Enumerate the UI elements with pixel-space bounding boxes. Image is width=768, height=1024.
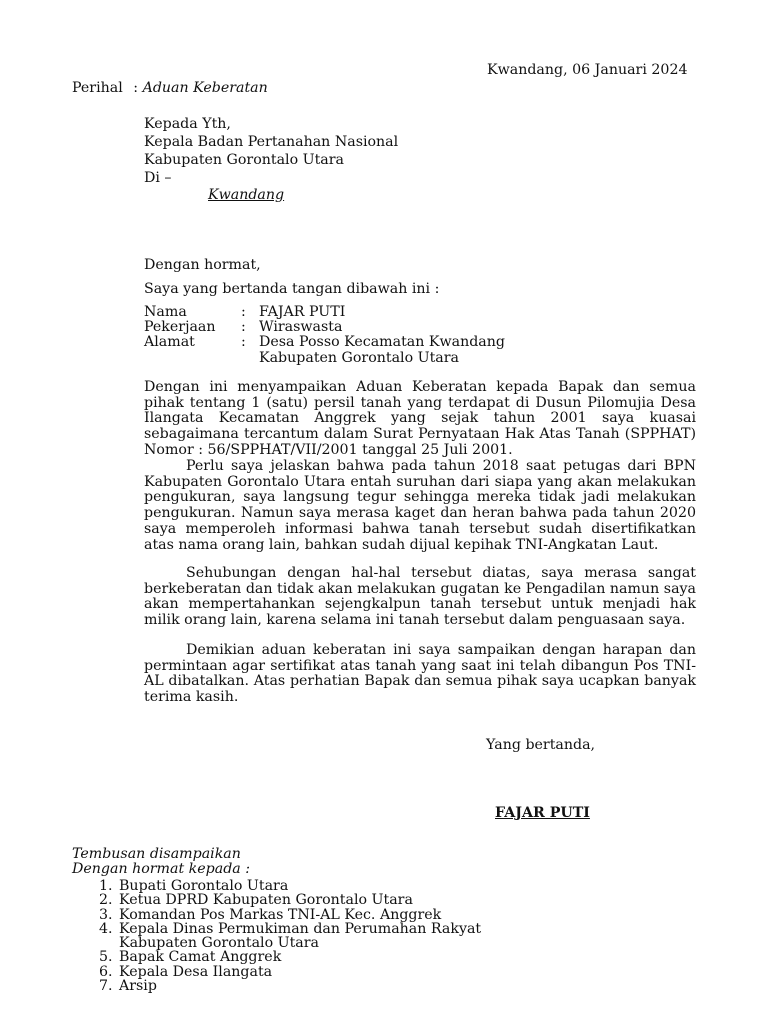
identity-key: Pekerjaan	[144, 319, 216, 335]
body-paragraph-3: Sehubungan dengan hal-hal tersebut diatas, saya merasa sangat berkeberatan dan tidak akan melakukan gugatan ke Pengadilan namun saya akan mempertahankan sejengkalpun tanah tersebut untuk menjadi hak milik orang lain, karena selama ini tanah tersebut dalam penguasaan saya.	[144, 565, 696, 629]
identity-separator: :	[241, 319, 246, 335]
identity-value: Kabupaten Gorontalo Utara	[259, 350, 460, 366]
cc-section	[72, 847, 519, 993]
cc-list-item: 1. Bupati Gorontalo Utara	[117, 879, 519, 893]
greeting: Dengan hormat,	[144, 257, 261, 273]
cc-list-item: 3. Komandan Pos Markas TNI-AL Kec. Anggrek	[117, 908, 519, 922]
subject-separator: :	[133, 80, 139, 96]
cc-list	[72, 879, 519, 993]
place-date: Kwandang, 06 Januari 2024	[487, 62, 688, 78]
cc-list-item: 5. Bapak Camat Anggrek	[117, 950, 519, 964]
intro-line: Saya yang bertanda tangan dibawah ini :	[144, 281, 440, 297]
recipient-city: Kwandang	[208, 187, 285, 203]
subject-value: Aduan Keberatan	[142, 80, 268, 96]
identity-separator: :	[241, 304, 246, 320]
identity-key: Nama	[144, 304, 187, 320]
cc-title: Tembusan disampaikan	[72, 846, 241, 862]
cc-subtitle: Dengan hormat kepada :	[72, 861, 251, 877]
identity-key: Alamat	[144, 334, 195, 350]
body-paragraph-4: Demikian aduan keberatan ini saya sampaikan dengan harapan dan permintaan agar sertifikat atas tanah yang saat ini telah dibangun Pos TNI-AL dibatalkan. Atas perhatian Bapak dan semua pihak saya ucapkan banyak terima kasih.	[144, 642, 696, 706]
closing: Yang bertanda,	[486, 737, 596, 753]
identity-value: FAJAR PUTI	[259, 304, 346, 320]
recipient-line: Kepala Badan Pertanahan Nasional	[144, 134, 399, 150]
identity-value: Wiraswasta	[259, 319, 343, 335]
body-paragraph-2: Perlu saya jelaskan bahwa pada tahun 2018 saat petugas dari BPN Kabupaten Gorontalo Utara entah suruhan dari siapa yang akan melakukan pengukuran, saya langsung tegur sehingga mereka tidak jadi melakukan pengukuran. Namun saya merasa kaget dan heran bahwa pada tahun 2020 saya memperoleh informasi bahwa tanah tersebut sudah disertifikatkan atas nama orang lain, bahkan sudah dijual kepihak TNI-Angkatan Laut.	[144, 458, 696, 553]
signatory-name: FAJAR PUTI	[495, 805, 590, 821]
body-paragraph-1: Dengan ini menyampaikan Aduan Keberatan kepada Bapak dan semua pihak tentang 1 (satu) persil tanah yang terdapat di Dusun Pilomujia Desa Ilangata Kecamatan Anggrek yang sejak tahun 2001 saya kuasai sebagaimana tercantum dalam Surat Pernyataan Hak Atas Tanah (SPPHAT) Nomor : 56/SPPHAT/VII/2001 tanggal 25 Juli 2001.	[144, 379, 696, 458]
identity-separator: :	[241, 334, 246, 350]
cc-list-item: 6. Kepala Desa Ilangata	[117, 965, 519, 979]
subject-line	[72, 80, 268, 96]
identity-value: Desa Posso Kecamatan Kwandang	[259, 334, 505, 350]
cc-list-item: 4. Kepala Dinas Permukiman dan Perumahan Rakyat Kabupaten Gorontalo Utara	[117, 922, 519, 951]
cc-list-item: 7. Arsip	[117, 979, 519, 993]
recipient-line: Kepada Yth,	[144, 116, 231, 132]
recipient-line: Kabupaten Gorontalo Utara	[144, 152, 345, 168]
recipient-line: Di –	[144, 170, 172, 186]
cc-list-item: 2. Ketua DPRD Kabupaten Gorontalo Utara	[117, 893, 519, 907]
subject-label: Perihal	[72, 80, 123, 96]
